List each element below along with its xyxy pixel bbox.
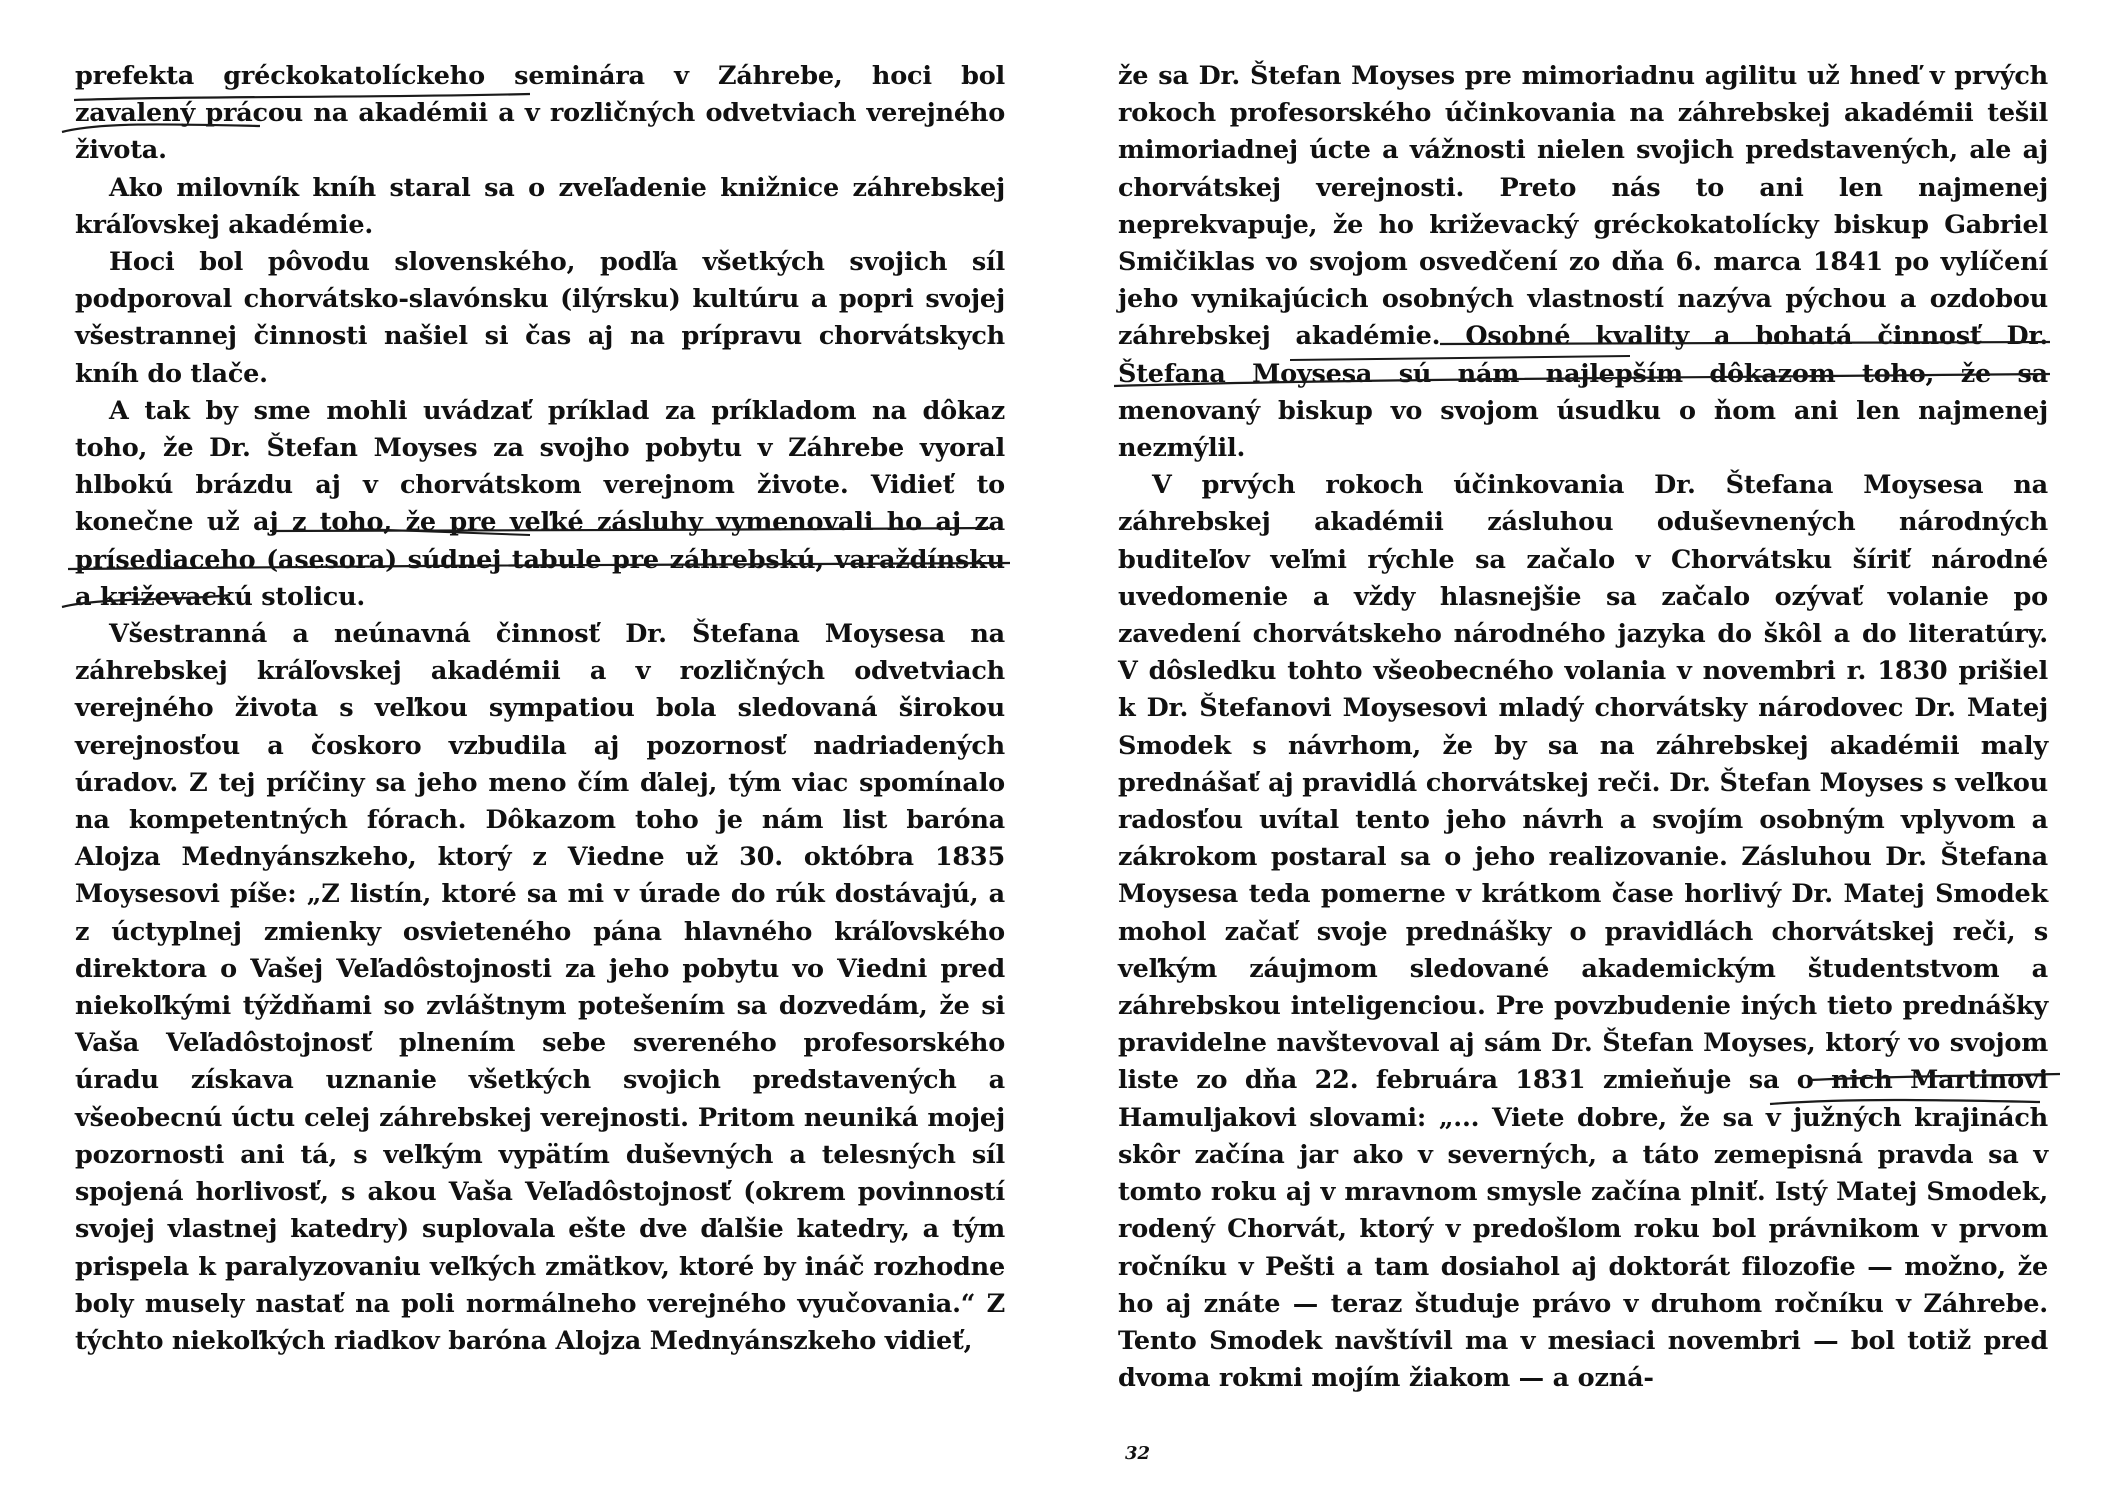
left-paragraph-5: Všestranná a neúnavná činnosť Dr. Štefana Moysesa na záhrebskej kráľovskej akadémii a v rozličných odvetviach verejného života s veľkou sympatiou bola sledovaná širokou verejnosťou a čoskoro vzbudila aj pozornosť nadriadených úradov. Z tej príčiny sa jeho meno čím ďalej, tým viac spomínalo na kompetentných fórach. Dôkazom toho je nám list baróna Alojza Mednyánszkeho, ktorý z Viedne už 30. októbra 1835 Moysesovi píše: „Z listín, ktoré sa mi v úrade do rúk dostávajú, a z úctyplnej zmienky osvieteného pána hlavného kráľovského direktora o Vašej Veľadôstojnosti za jeho pobytu vo Viedni pred niekoľkými týždňami so zvláštnym potešením sa dozvedám, že si Vaša Veľadôstojnosť plnením sebe svereného profesorského úradu získava uznanie všetkých svojich predstavených a všeobecnú úctu celej záhrebskej verejnosti. Pritom neuniká mojej pozornosti ani tá, s veľkým vypätím duševných a telesných síl spojená horlivosť, s akou Vaša Veľadôstojnosť (okrem povinností svojej vlastnej katedry) suplovala ešte dve ďalšie katedry, a tým prispela k paralyzovaniu veľkých zmätkov, ktoré by ináč rozhodne boly musely nastať na poli normálneho verejného vyučovania.“ Z týchto niekoľkých riadkov baróna Alojza Mednyánszkeho vidieť, <box>75 619 1005 1356</box>
left-paragraph-3: Hoci bol pôvodu slovenského, podľa všetkých svojich síl podporoval chorvátsko-slavónsku (ilýrsku) kultúru a popri svojej všestrannej činnosti našiel si čas aj na prípravu chorvátskych kníh do tlače. <box>75 247 1005 389</box>
right-paragraph-1: že sa Dr. Štefan Moyses pre mimoriadnu agilitu už hneď v prvých rokoch profesorského účinkovania na záhrebskej akadémii tešil mimoriadnej úcte a vážnosti nielen svojich predstavených, ale aj chorvátskej verejnosti. Preto nás to ani len najmenej neprekvapuje, že ho križevacký gréckokatolícky biskup Gabriel Smičiklas vo svojom osvedčení zo dňa 6. marca 1841 po vylíčení jeho vynikajúcich osobných vlastností nazýva pýchou a ozdobou záhrebskej akadémie. Osobné kvality a bohatá činnosť Dr. Štefana Moysesa sú nám najlepším dôkazom toho, že sa menovaný biskup vo svojom úsudku o ňom ani len najmenej nezmýlil. <box>1118 61 2048 464</box>
left-paragraph-1: prefekta gréckokatolíckeho seminára v Záhrebe, hoci bol zavalený prácou na akadémii a v rozličných odvetviach verejného života. <box>75 61 1005 166</box>
left-paragraph-4: A tak by sme mohli uvádzať príklad za príkladom na dôkaz toho, že Dr. Štefan Moyses za svojho pobytu v Záhrebe vyoral hlbokú brázdu aj v chorvátskom verejnom živote. Vidieť to konečne už aj z toho, že pre veľké zásluhy vymenovali ho aj za prísediaceho (asesora) súdnej tabule pre záhrebskú, varaždínsku a križevackú stolicu. <box>75 395 1005 612</box>
page-number: 32 <box>1125 1443 1151 1464</box>
left-paragraph-2: Ako milovník kníh staral sa o zveľadenie knižnice záhrebskej kráľovskej akadémie. <box>75 172 1005 240</box>
right-paragraph-2: V prvých rokoch účinkovania Dr. Štefana Moysesa na záhrebskej akadémii zásluhou oduševnených národných buditeľov veľmi rýchle sa začalo v Chorvátsku šíriť národné uvedomenie a vždy hlasnejšie sa začalo ozývať volanie po zavedení chorvátskeho národného jazyka do škôl a do literatúry. V dôsledku tohto všeobecného volania v novembri r. 1830 prišiel k Dr. Štefanovi Moysesovi mladý chorvátsky národovec Dr. Matej Smodek s návrhom, že by sa na záhrebskej akadémii maly prednášať aj pravidlá chorvátskej reči. Dr. Štefan Moyses s veľkou radosťou uvítal tento jeho návrh a svojím osobným vplyvom a zákrokom postaral sa o jeho realizovanie. Zásluhou Dr. Štefana Moysesa teda pomerne v krátkom čase horlivý Dr. Matej Smodek mohol začať svoje prednášky o pravidlách chorvátskej reči, s veľkým záujmom sledované akademickým študentstvom a záhrebskou inteligenciou. Pre povzbudenie iných tieto prednášky pravidelne navštevoval aj sám Dr. Štefan Moyses, ktorý vo svojom liste zo dňa 22. februára 1831 zmieňuje sa o nich Martinovi Hamuljakovi slovami: „... Viete dobre, že sa v južných krajinách skôr začína jar ako v severných, a táto zemepisná pravda sa v tomto roku aj v mravnom smysle začína plniť. Istý Matej Smodek, rodený Chorvát, ktorý v predošlom roku bol právnikom v prvom ročníku v Pešti a tam dosiahol aj doktorát filozofie — možno, že ho aj znáte — teraz študuje právo v druhom ročníku v Záhrebe. Tento Smodek navštívil ma v mesiaci novembri — bol totiž pred dvoma rokmi mojím žiakom — a ozná- <box>1118 470 2048 1394</box>
left-page <box>75 58 1005 1360</box>
right-page <box>1118 58 2048 1397</box>
